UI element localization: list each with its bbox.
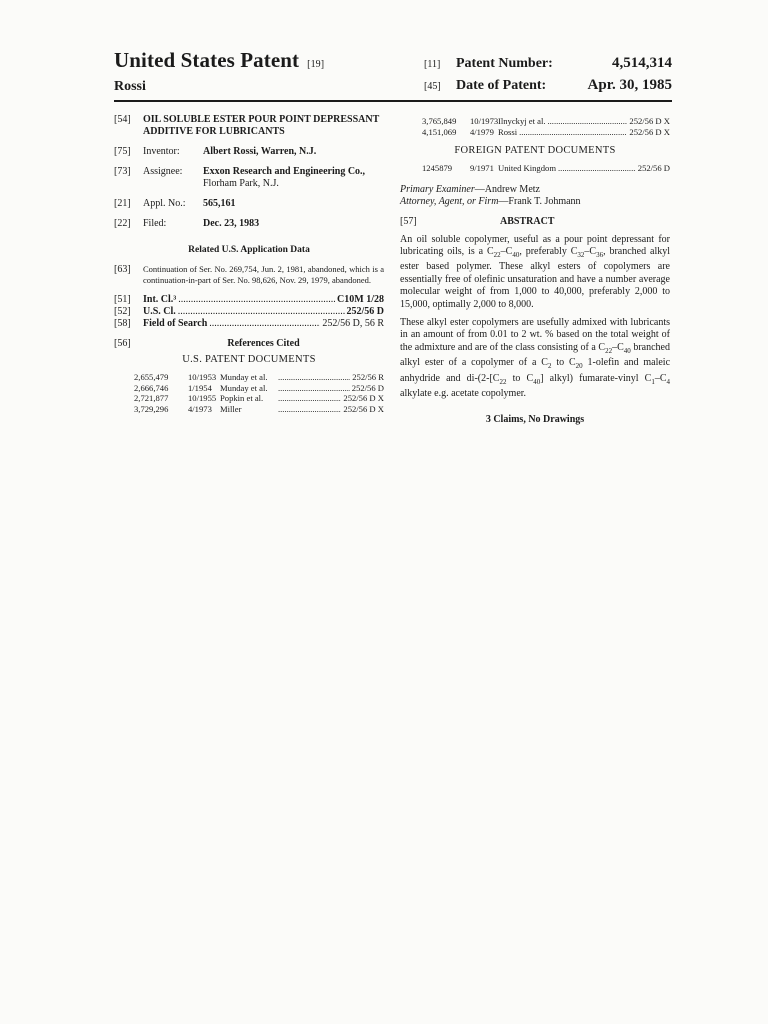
invention-title: OIL SOLUBLE ESTER POUR POINT DEPRESSANT ADDITIVE FOR LUBRICANTS xyxy=(143,114,380,137)
reference-date: 4/1973 xyxy=(188,403,212,414)
patent-date-code: [45] xyxy=(424,81,441,92)
us-docs-heading: U.S. PATENT DOCUMENTS xyxy=(182,354,316,365)
subscript: 22 xyxy=(605,346,613,355)
reference-class: 252/56 R xyxy=(352,372,384,382)
leader-dots xyxy=(558,163,636,174)
reference-name: Popkin et al. xyxy=(220,393,264,403)
us-cl-label: U.S. Cl. xyxy=(143,306,176,317)
leader-dots xyxy=(209,318,320,330)
assignee-label: Assignee: xyxy=(143,166,183,177)
assignee-field xyxy=(114,166,384,190)
leader-dots xyxy=(278,383,350,394)
attorney-row: Attorney, Agent, or Firm—Frank T. Johmann xyxy=(400,195,581,207)
subscript: 40 xyxy=(623,346,631,355)
refs-heading-row xyxy=(114,338,384,350)
int-cl-value: C10M 1/28 xyxy=(337,294,384,305)
appl-code: [21] xyxy=(114,198,131,209)
subscript: 40 xyxy=(533,377,541,386)
reference-row xyxy=(114,372,384,383)
reference-class: 252/56 D X xyxy=(343,393,384,403)
int-cl-row xyxy=(114,294,384,306)
abstract-paragraph-1: An oil soluble copolymer, useful as a pour point depressant for lubricating oils, is a $C_{22}-C_{40}$, preferably $C_{32}-C_{36}$, branched alkyl ester based polymer. These alkyl esters of copolymers are essentially free of olefinic unsaturation and have a number average molecular weight of from 1,000 to 40,000, preferably 2,000 to 15,000, optimally 2,000 to 8,000. xyxy=(400,233,671,310)
us-cl-code: [52] xyxy=(114,306,131,317)
patent-number-row xyxy=(424,55,672,77)
patent-number-label: Patent Number: xyxy=(456,56,553,71)
appl-field xyxy=(114,198,384,210)
patent-office-title: United States Patent xyxy=(114,48,300,72)
reference-number: 4,151,069 xyxy=(422,126,457,137)
reference-class: 252/56 D X xyxy=(629,126,670,137)
abstract-heading-row xyxy=(400,216,670,228)
subscript: 32 xyxy=(577,250,585,259)
leader-dots xyxy=(278,393,341,404)
inventor-code: [75] xyxy=(114,146,131,157)
reference-number: 1245879 xyxy=(422,163,453,173)
search-label: Field of Search xyxy=(143,318,208,329)
reference-row xyxy=(400,127,670,138)
primary-examiner-label: Primary Examiner xyxy=(400,183,475,195)
inventor-field xyxy=(114,146,384,158)
abstract-body xyxy=(400,234,670,401)
patent-date-row xyxy=(424,77,672,99)
us-cl-value: 252/56 D xyxy=(346,306,384,317)
inventor-value: Albert Rossi, Warren, N.J. xyxy=(203,146,317,157)
int-cl-code: [51] xyxy=(114,294,131,305)
leader-dots xyxy=(278,404,341,415)
search-row xyxy=(114,318,384,330)
us-docs-cont-list xyxy=(400,116,670,137)
assignee-value xyxy=(203,166,384,190)
foreign-heading: FOREIGN PATENT DOCUMENTS xyxy=(454,145,616,156)
continuation-text: Continuation of Ser. No. 269,754, Jun. 2, 1981, abandoned, which is a continuation-in-part of Ser. No. 98,626, Nov. 29, 1979, abandoned. xyxy=(143,264,384,285)
appl-value: 565,161 xyxy=(203,198,236,209)
subscript: 1 xyxy=(651,377,655,386)
reference-date: 10/1973 xyxy=(470,116,499,126)
abstract-heading: ABSTRACT xyxy=(500,215,555,227)
reference-row xyxy=(114,393,384,404)
subscript: 22 xyxy=(493,250,501,259)
patent-header-right xyxy=(424,55,672,99)
reference-date: 10/1955 xyxy=(188,393,217,403)
reference-number: 2,721,877 xyxy=(134,393,169,403)
abstract-code: [57] xyxy=(400,215,417,227)
continuation-code: [63] xyxy=(114,264,131,275)
reference-name: Miller xyxy=(220,403,242,414)
primary-examiner: Andrew Metz xyxy=(484,183,540,195)
assignee-line2: Florham Park, N.J. xyxy=(203,178,279,189)
reference-row xyxy=(400,116,670,127)
title-code: [19] xyxy=(307,59,325,70)
reference-class: 252/56 D X xyxy=(343,403,384,414)
reference-name: Munday et al. xyxy=(220,372,268,382)
reference-number: 2,655,479 xyxy=(134,372,169,382)
assignee-code: [73] xyxy=(114,166,131,177)
subscript: 22 xyxy=(499,377,507,386)
continuation-field xyxy=(114,264,384,286)
reference-number: 3,765,849 xyxy=(422,116,457,126)
filed-value: Dec. 23, 1983 xyxy=(203,218,260,229)
reference-row xyxy=(400,163,670,174)
title-field xyxy=(114,114,384,138)
reference-row xyxy=(114,404,384,415)
abstract-paragraph-2: These alkyl ester copolymers are usefully admixed with lubricants in an amount of from 0.01 to 2 wt. % based on the total weight of the admixture and are of the class consisting of a $C_{22}-C_{40}$ branched alkyl ester of a copolymer of a $C_2$ to $C_{20}$ 1-olefin and maleic anhydride and $di-(2-[C_{22}$ to $C_{40}$] alkyl) fumarate-vinyl $C_1-C_4$ alkylate e.g. acetate copolymer. xyxy=(400,316,671,399)
header-rule xyxy=(114,100,672,102)
examiner-block xyxy=(400,184,670,208)
assignee-line1: Exxon Research and Engineering Co., xyxy=(203,166,366,177)
reference-name: United Kingdom xyxy=(498,163,557,173)
claims-summary: 3 Claims, No Drawings xyxy=(485,414,585,426)
related-heading: Related U.S. Application Data xyxy=(188,245,310,255)
title-field-code: [54] xyxy=(114,114,131,125)
us-cl-row xyxy=(114,306,384,318)
patent-date: Apr. 30, 1985 xyxy=(587,77,672,93)
patent-title-line xyxy=(114,48,384,73)
leader-dots xyxy=(548,116,628,127)
appl-label: Appl. No.: xyxy=(143,198,186,209)
attorney-label: Attorney, Agent, or Firm xyxy=(400,195,499,207)
leader-dots xyxy=(178,306,345,318)
filed-label: Filed: xyxy=(143,218,167,229)
reference-class: 252/56 D xyxy=(637,163,670,173)
patent-header-left xyxy=(114,48,384,95)
leader-dots xyxy=(519,127,627,138)
reference-date: 9/1971 xyxy=(470,163,494,173)
reference-date: 10/1953 xyxy=(188,372,217,382)
patent-date-label: Date of Patent: xyxy=(456,78,547,93)
search-value: 252/56 D, 56 R xyxy=(322,318,384,329)
attorney: Frank T. Johmann xyxy=(508,195,581,207)
patent-number: 4,514,314 xyxy=(612,55,672,71)
primary-examiner-row: Primary Examiner—Andrew Metz xyxy=(400,183,540,195)
inventor-surname: Rossi xyxy=(114,79,146,94)
leader-dots xyxy=(278,372,350,383)
subscript: 2 xyxy=(547,362,552,371)
reference-row xyxy=(114,383,384,394)
reference-name: Ilnyckyj et al. xyxy=(498,116,546,126)
left-column xyxy=(114,114,384,414)
right-column xyxy=(400,116,670,426)
filed-field xyxy=(114,218,384,230)
search-code: [58] xyxy=(114,318,131,329)
subscript: 4 xyxy=(666,377,670,386)
inventor-label: Inventor: xyxy=(143,146,180,157)
leader-dots xyxy=(178,294,335,306)
filed-code: [22] xyxy=(114,218,131,229)
int-cl-label: Int. Cl.³ xyxy=(143,294,177,305)
reference-date: 4/1979 xyxy=(470,126,494,137)
reference-name: Munday et al. xyxy=(220,382,268,393)
reference-number: 3,729,296 xyxy=(134,403,169,414)
subscript: 40 xyxy=(512,250,520,259)
patent-number-code: [11] xyxy=(424,59,441,70)
reference-date: 1/1954 xyxy=(188,382,212,393)
refs-heading: References Cited xyxy=(227,338,300,349)
reference-class: 252/56 D xyxy=(351,382,384,393)
foreign-docs-list xyxy=(400,163,670,174)
reference-name: Rossi xyxy=(498,126,518,137)
reference-class: 252/56 D X xyxy=(629,116,670,126)
subscript: 36 xyxy=(596,250,604,259)
reference-number: 2,666,746 xyxy=(134,382,169,393)
subscript: 20 xyxy=(575,362,583,371)
refs-code: [56] xyxy=(114,338,131,349)
us-docs-list xyxy=(114,372,384,414)
